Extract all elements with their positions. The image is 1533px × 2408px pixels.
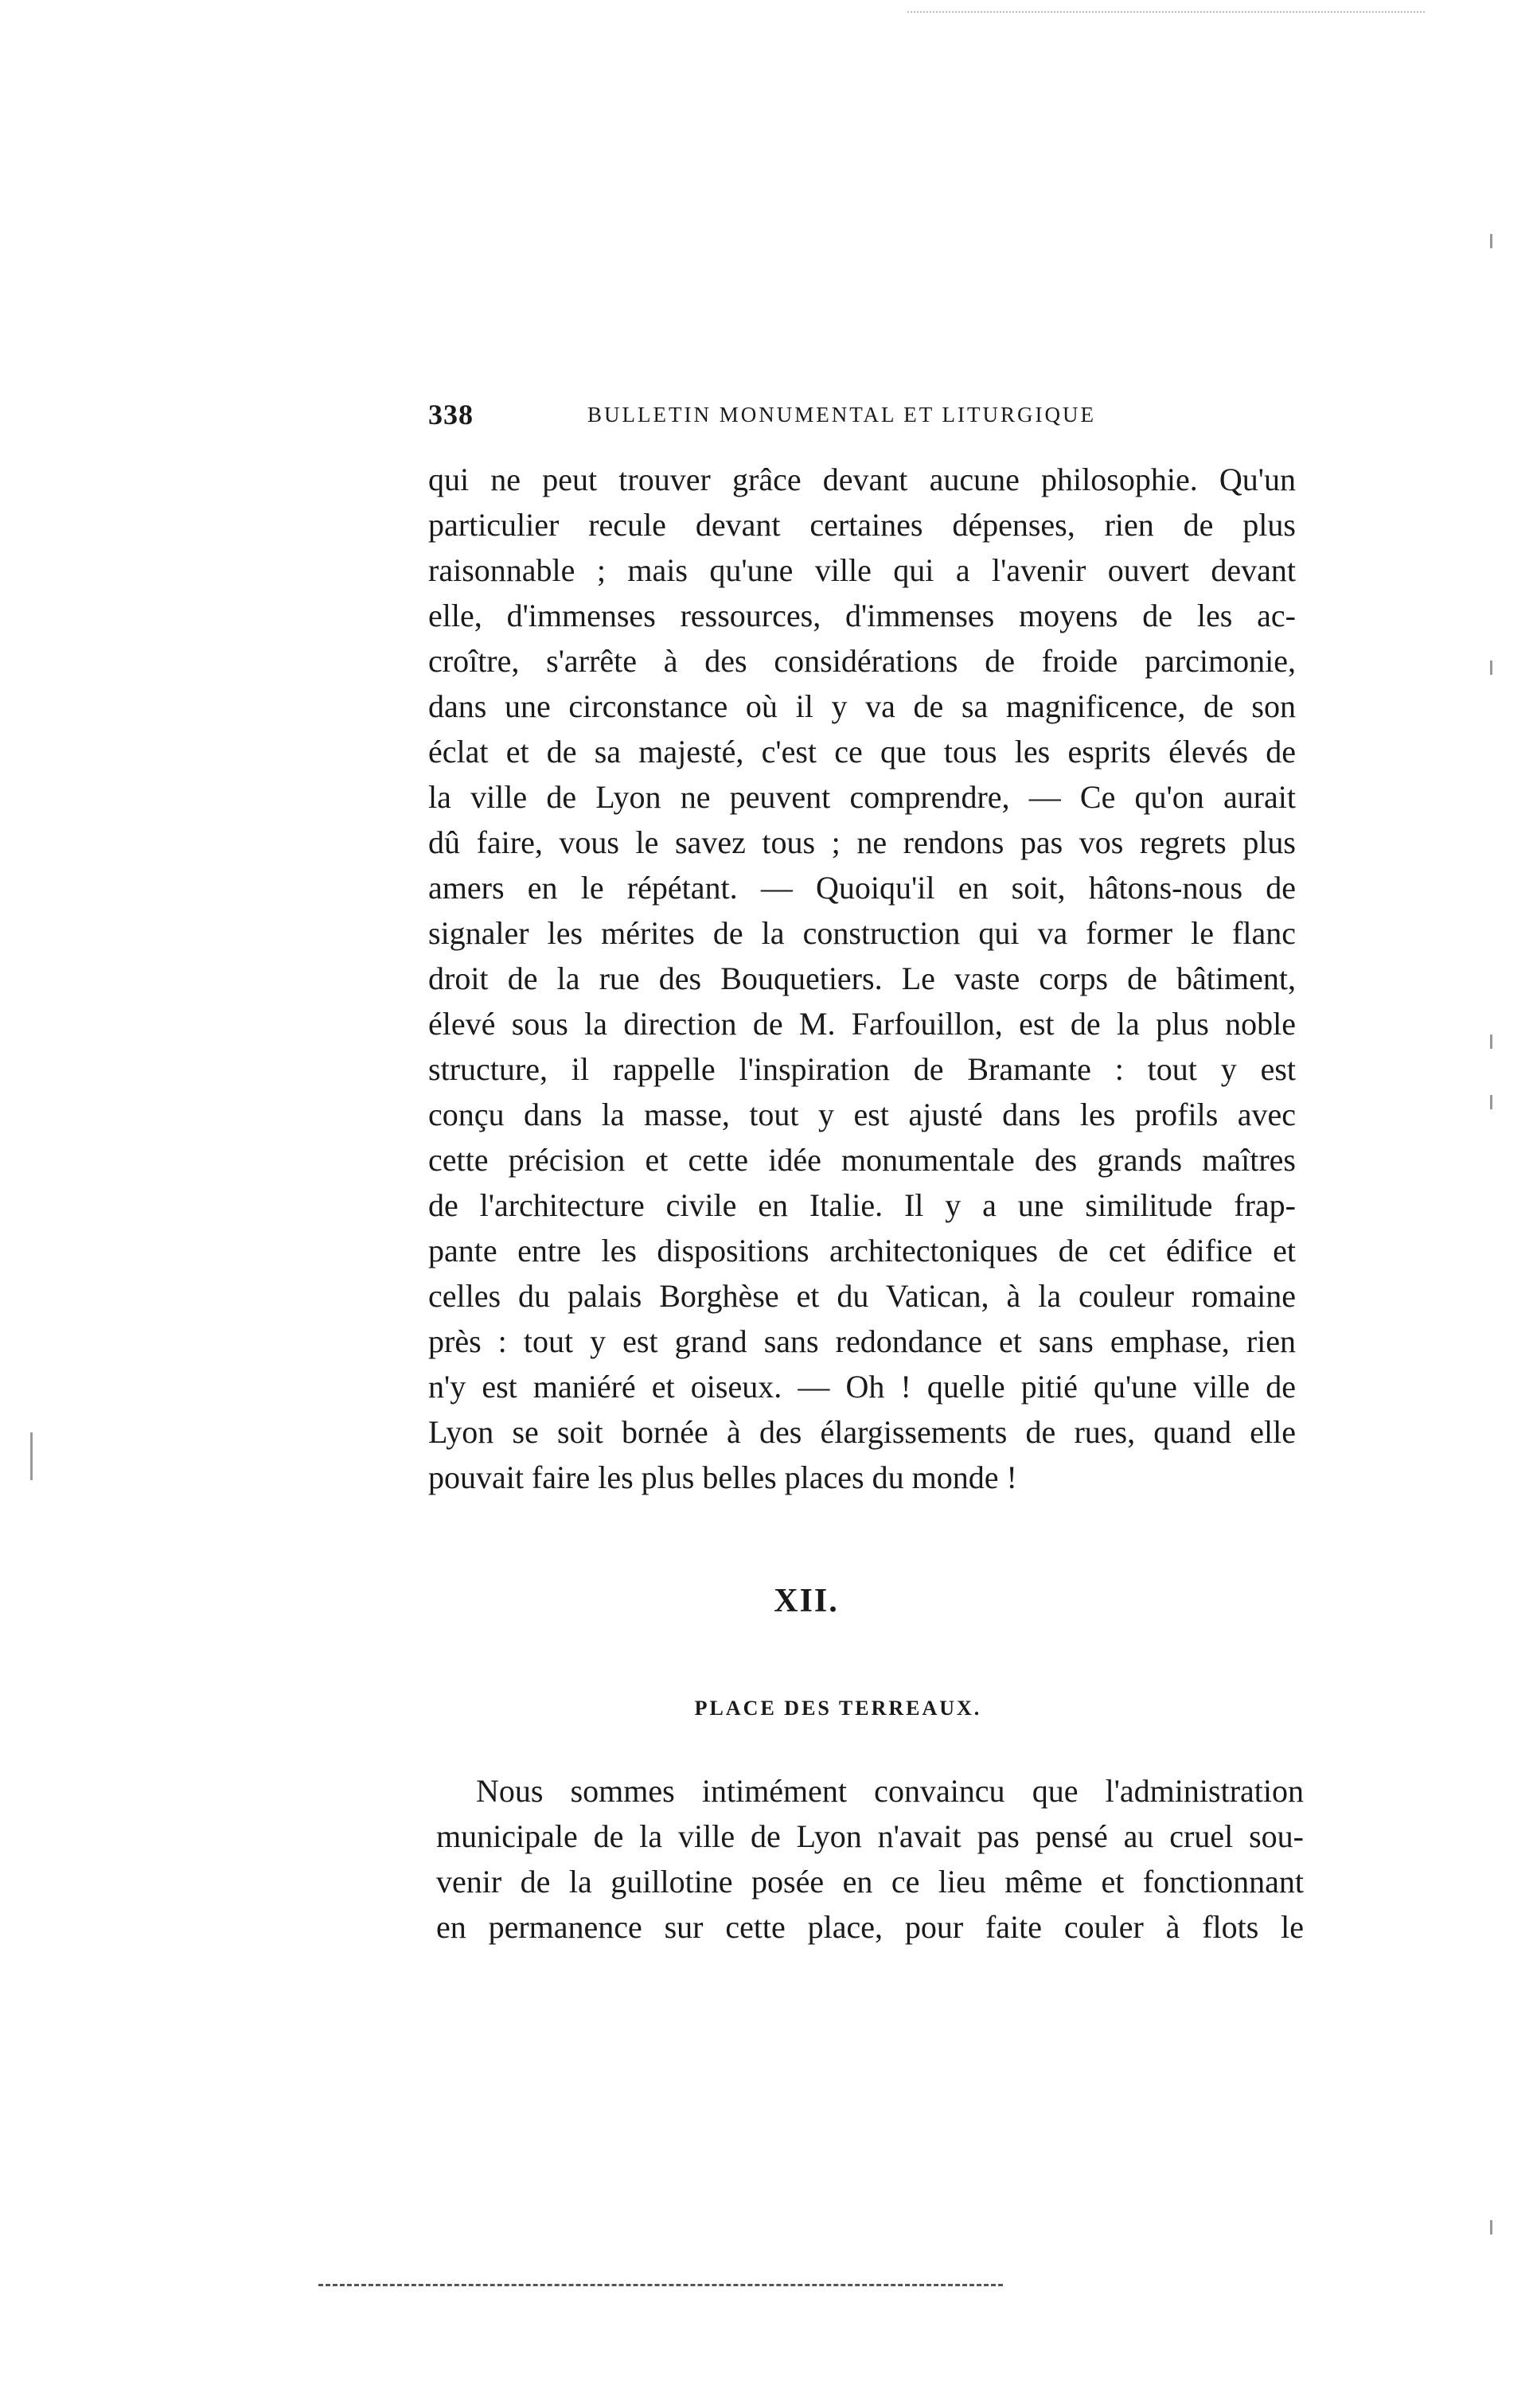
text-line: particulier recule devant certaines dépenses, rien de plus — [428, 507, 1296, 543]
text-line: n'y est maniéré et oiseux. — Oh ! quelle pitié qu'une ville de — [428, 1369, 1296, 1405]
text-line: qui ne peut trouver grâce devant aucune philosophie. Qu'un — [428, 462, 1296, 497]
text-line: en permanence sur cette place, pour faite couler à flots le — [436, 1909, 1304, 1945]
scan-artifact-bottom-rule — [318, 2284, 1003, 2286]
text-line: la ville de Lyon ne peuvent comprendre, — Ce qu'on aurait — [428, 779, 1296, 815]
text-line: structure, il rappelle l'inspiration de Bramante : tout y est — [428, 1051, 1296, 1087]
scan-artifact-tick — [30, 1432, 33, 1480]
text-line: celles du palais Borghèse et du Vatican, à la couleur romaine — [428, 1278, 1296, 1314]
text-line: dans une circonstance où il y va de sa magnificence, de son — [428, 688, 1296, 724]
text-line: de l'architecture civile en Italie. Il y a une similitude frap- — [428, 1187, 1296, 1223]
text-line: signaler les mérites de la construction qui va former le flanc — [428, 915, 1296, 951]
scan-artifact-tick — [1490, 1095, 1492, 1109]
text-line: cette précision et cette idée monumentale des grands maîtres — [428, 1142, 1296, 1178]
text-line: pouvait faire les plus belles places du monde ! — [428, 1459, 1017, 1495]
text-line: amers en le répétant. — Quoiqu'il en soit, hâtons-nous de — [428, 870, 1296, 906]
scan-artifact-tick — [1490, 234, 1492, 248]
text-line: pante entre les dispositions architectoniques de cet édifice et — [428, 1233, 1296, 1268]
paragraph-1 — [428, 457, 1296, 1500]
scan-artifact-tick — [1490, 2220, 1492, 2235]
text-line: raisonnable ; mais qu'une ville qui a l'avenir ouvert devant — [428, 552, 1296, 588]
scan-artifact-tick — [1490, 1035, 1492, 1049]
text-line: conçu dans la masse, tout y est ajusté dans les profils avec — [428, 1097, 1296, 1132]
text-line: près : tout y est grand sans redondance et sans emphase, rien — [428, 1323, 1296, 1359]
text-line: Lyon se soit bornée à des élargissements de rues, quand elle — [428, 1414, 1296, 1450]
paragraph-2 — [436, 1768, 1304, 1950]
journal-title: BULLETIN MONUMENTAL ET LITURGIQUE — [587, 403, 1096, 427]
scan-artifact-top — [907, 11, 1425, 13]
text-line: élevé sous la direction de M. Farfouillon, est de la plus noble — [428, 1006, 1296, 1042]
text-line: éclat et de sa majesté, c'est ce que tous les esprits élevés de — [428, 734, 1296, 770]
text-line: municipale de la ville de Lyon n'avait pas pensé au cruel sou- — [436, 1818, 1304, 1854]
text-line: venir de la guillotine posée en ce lieu même et fonctionnant — [436, 1864, 1304, 1900]
text-line: croître, s'arrête à des considérations de froide parcimonie, — [428, 643, 1296, 679]
running-head — [428, 398, 1296, 446]
text-line: elle, d'immenses ressources, d'immenses moyens de les ac- — [428, 598, 1296, 633]
section-title: PLACE DES TERREAUX. — [694, 1697, 982, 1720]
section-number: XII. — [774, 1583, 839, 1619]
page-number: 338 — [428, 399, 474, 431]
scan-artifact-tick — [1490, 660, 1492, 675]
text-line: dû faire, vous le savez tous ; ne rendons pas vos regrets plus — [428, 824, 1296, 860]
text-line: droit de la rue des Bouquetiers. Le vaste corps de bâtiment, — [428, 960, 1296, 996]
text-line: Nous sommes intimément convaincu que l'administration — [476, 1773, 1304, 1809]
